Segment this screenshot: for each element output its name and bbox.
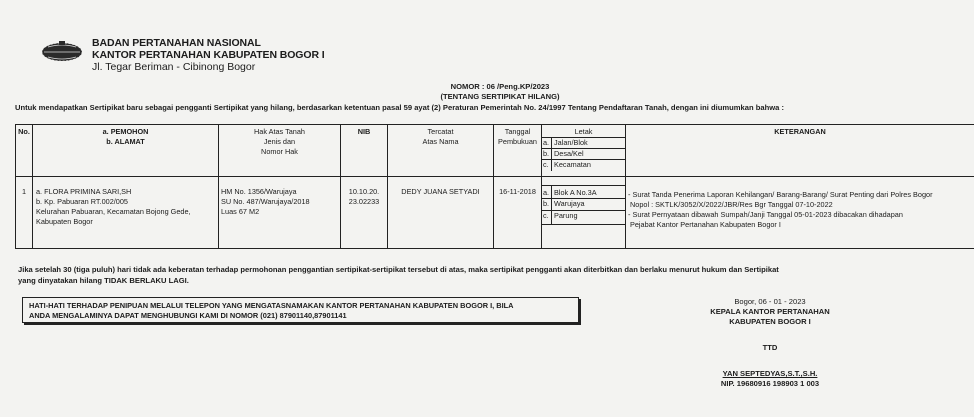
row-letak-key-a: a. xyxy=(542,185,552,199)
office-address: Jl. Tegar Beriman - Cibinong Bogor xyxy=(92,61,256,73)
row-letak-kecamatan: Parung xyxy=(552,211,625,225)
announcement-subject: (TENTANG SERTIPIKAT HILANG) xyxy=(440,92,560,101)
row-hak-line1: HM No. 1356/Warujaya xyxy=(221,187,297,196)
row-no: 1 xyxy=(16,177,33,249)
header-tercatat-line2: Atas Nama xyxy=(422,137,459,146)
header-tanggal-line2: Pembukuan xyxy=(498,137,537,146)
row-pemohon-cell xyxy=(33,177,219,249)
office-name: KANTOR PERTANAHAN KABUPATEN BOGOR I xyxy=(92,49,325,61)
signature-nip: NIP. 19680916 198903 1 003 xyxy=(720,379,820,388)
row-alamat-line3: Kabupaten Bogor xyxy=(36,217,93,226)
header-letak-label: Letak xyxy=(542,125,625,138)
row-hak-cell xyxy=(219,177,341,249)
row-keterangan-cell xyxy=(626,177,974,249)
row-atas-nama: DEDY JUANA SETYADI xyxy=(388,177,494,249)
announcement-number: NOMOR : 06 /Peng.KP/2023 xyxy=(450,82,550,91)
row-hak-line2: SU No. 487/Warujaya/2018 xyxy=(221,197,310,206)
row-letak-key-b: b. xyxy=(542,199,552,211)
letak-key-b: b. xyxy=(542,149,552,160)
notice-line2: yang dinyatakan hilang TIDAK BERLAKU LAGI. xyxy=(18,276,189,285)
fraud-warning-box xyxy=(22,297,579,323)
row-nib-line1: 10.10.20. xyxy=(348,187,380,196)
intro-text: Untuk mendapatkan Sertipikat baru sebagai pengganti Sertipikat yang hilang, berdasarkan ketentuan pasal 59 ayat (2) Peraturan Pemerintah No. 24/1997 Tentang Pendaftaran Tanah, dengan ini diumumkan bahwa : xyxy=(15,103,784,112)
signature-place-date: Bogor, 06 - 01 - 2023 xyxy=(734,297,806,306)
header-alamat-label: b. ALAMAT xyxy=(106,137,145,146)
header-hak xyxy=(219,125,341,177)
row-letak-desa: Warujaya xyxy=(552,199,625,211)
signature-position-line1: KEPALA KANTOR PERTANAHAN xyxy=(710,307,830,316)
row-ket-line2: Nopol : SKTLK/3052/X/2022/JBR/Res Bgr Tanggal 07-10-2022 xyxy=(630,200,833,209)
header-hak-line3: Nomor Hak xyxy=(261,147,298,156)
header-nib: NIB xyxy=(341,125,388,177)
warning-line1: HATI-HATI TERHADAP PENIPUAN MELALUI TELEPON YANG MENGATASNAMAKAN KANTOR PERTANAHAN KABUPATEN BOGOR I, BILA xyxy=(29,301,514,310)
table-header-row xyxy=(16,125,974,177)
row-pemohon: a. FLORA PRIMINA SARI,SH xyxy=(36,187,132,196)
signature-name: YAN SEPTEDYAS,S.T.,S.H. xyxy=(722,369,818,378)
certificate-table xyxy=(15,124,974,249)
row-ket-line4: Pejabat Kantor Pertanahan Kabupaten Bogor I xyxy=(630,220,781,229)
table-row xyxy=(16,177,974,249)
row-alamat-line1: b. Kp. Pabuaran RT.002/005 xyxy=(36,197,128,206)
header-pemohon xyxy=(33,125,219,177)
header-tanggal-line1: Tanggal xyxy=(504,127,531,136)
row-ket-line1: - Surat Tanda Penerima Laporan Kehilangan/ Barang-Barang/ Surat Penting dari Polres Bogor xyxy=(628,190,933,199)
row-letak-key-c: c. xyxy=(542,211,552,225)
letak-jalan-label: Jalan/Blok xyxy=(552,138,625,149)
row-alamat-line2: Kelurahan Pabuaran, Kecamatan Bojong Gede, xyxy=(36,207,191,216)
header-tercatat-line1: Tercatat xyxy=(427,127,454,136)
header-hak-line1: Hak Atas Tanah xyxy=(254,127,305,136)
signature-block xyxy=(690,297,850,389)
signature-ttd: TTD xyxy=(762,343,778,352)
letak-key-a: a. xyxy=(542,138,552,149)
warning-line2: ANDA MENGALAMINYA DAPAT MENGHUBUNGI KAMI DI NOMOR (021) 87901140,87901141 xyxy=(29,311,347,320)
agency-name: BADAN PERTANAHAN NASIONAL xyxy=(92,37,261,49)
row-nib-line2: 23.02233 xyxy=(348,197,380,206)
row-letak-jalan: Blok A No.3A xyxy=(552,185,625,199)
header-no: No. xyxy=(16,125,33,177)
letak-desa-label: Desa/Kel xyxy=(552,149,625,160)
header-tercatat xyxy=(388,125,494,177)
row-letak-cell xyxy=(542,177,626,249)
row-nib-cell xyxy=(341,177,388,249)
header-pemohon-label: a. PEMOHON xyxy=(102,127,149,136)
row-tanggal: 16-11-2018 xyxy=(494,177,542,249)
header-letak xyxy=(542,125,626,177)
notice-line1: Jika setelah 30 (tiga puluh) hari tidak ada keberatan terhadap permohonan penggantian sertipikat-sertipikat tersebut di atas, maka sertipikat pengganti akan diterbitkan dan berlaku menurut hukum dan Sertipikat xyxy=(18,265,779,274)
letak-key-c: c. xyxy=(542,160,552,171)
header-hak-line2: Jenis dan xyxy=(263,137,296,146)
row-ket-line3: - Surat Pernyataan dibawah Sumpah/Janji Tanggal 05-01-2023 dibacakan dihadapan xyxy=(628,210,903,219)
header-tanggal xyxy=(494,125,542,177)
header-keterangan: KETERANGAN xyxy=(626,125,974,177)
letak-kecamatan-label: Kecamatan xyxy=(554,160,591,169)
bpn-logo-icon xyxy=(40,39,84,63)
signature-position-line2: KABUPATEN BOGOR I xyxy=(729,317,811,326)
row-hak-line3: Luas 67 M2 xyxy=(221,207,260,216)
